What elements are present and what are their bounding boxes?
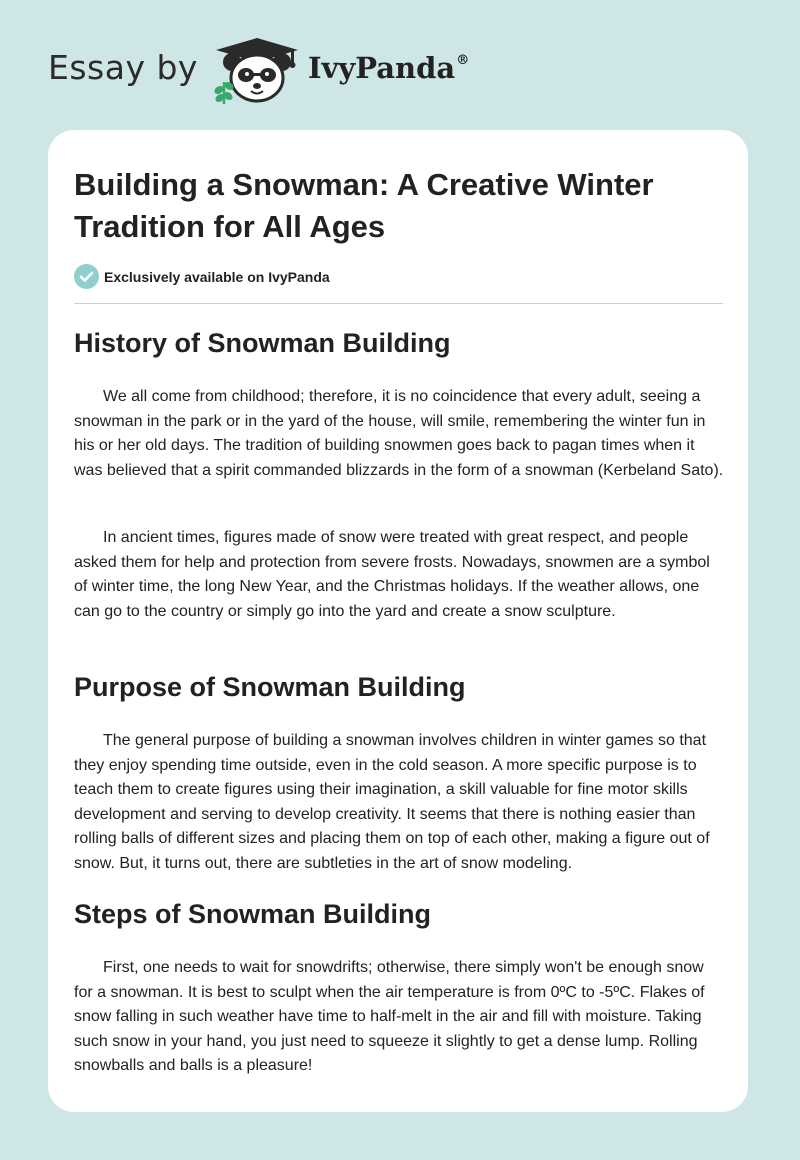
paragraph: First, one needs to wait for snowdrifts; otherwise, there simply won't be enough snow for a snowman. It is best to sculpt when the air temperature is from 0ºC to -5ºC. Flakes of snow falling in such weather have time to half-melt in the air and fill with moisture. Taking such snow in your hand, you just need to squeeze it slightly to get a dense lump. Rolling snowballs and balls is a pleasure! [74, 959, 705, 1075]
essay-card [48, 130, 748, 1112]
section-heading-history: History of Snowman Building [74, 328, 451, 358]
section-heading-purpose: Purpose of Snowman Building [74, 672, 466, 702]
panda-graduate-logo-icon [210, 34, 304, 106]
paragraph: We all come from childhood; therefore, it is no coincidence that every adult, seeing a snowman in the park or in the yard of the house, will smile, remembering the winter fun in his or her old days. The tradition of building snowmen goes back to pagan times when it was believed that a spirit commanded blizzards in the form of a snowman (Kerbeland Sato). [74, 388, 724, 479]
brand-name: IvyPanda® [307, 51, 470, 85]
brand-logo-link[interactable] [48, 34, 469, 106]
section-heading-steps: Steps of Snowman Building [74, 899, 431, 929]
exclusive-label: Exclusively available on IvyPanda [104, 268, 330, 285]
page-title: Building a Snowman: A Creative Winter Tradition for All Ages [74, 167, 654, 244]
check-icon [74, 264, 99, 289]
paragraph: The general purpose of building a snowman involves children in winter games so that they enjoy spending time outside, even in the cold season. A more specific purpose is to teach them to create figures using their imagination, a skill valuable for fine motor skills development and serving to develop creativity. It seems that there is nothing easier than rolling balls of different sizes and placing them on top of each other, making a figure out of snow. But, it turns out, there are subtleties in the art of snow modeling. [74, 732, 710, 872]
exclusive-badge [74, 264, 330, 289]
paragraph: In ancient times, figures made of snow were treated with great respect, and people asked them for help and protection from severe frosts. Nowadays, snowmen are a symbol of winter time, the long New Year, and the Christmas holidays. If the weather allows, one can go to the country or simply go into the yard and create a snow sculpture. [74, 529, 710, 620]
brand-prefix: Essay by [48, 47, 198, 87]
divider [74, 303, 723, 304]
registered-mark: ® [456, 53, 470, 68]
